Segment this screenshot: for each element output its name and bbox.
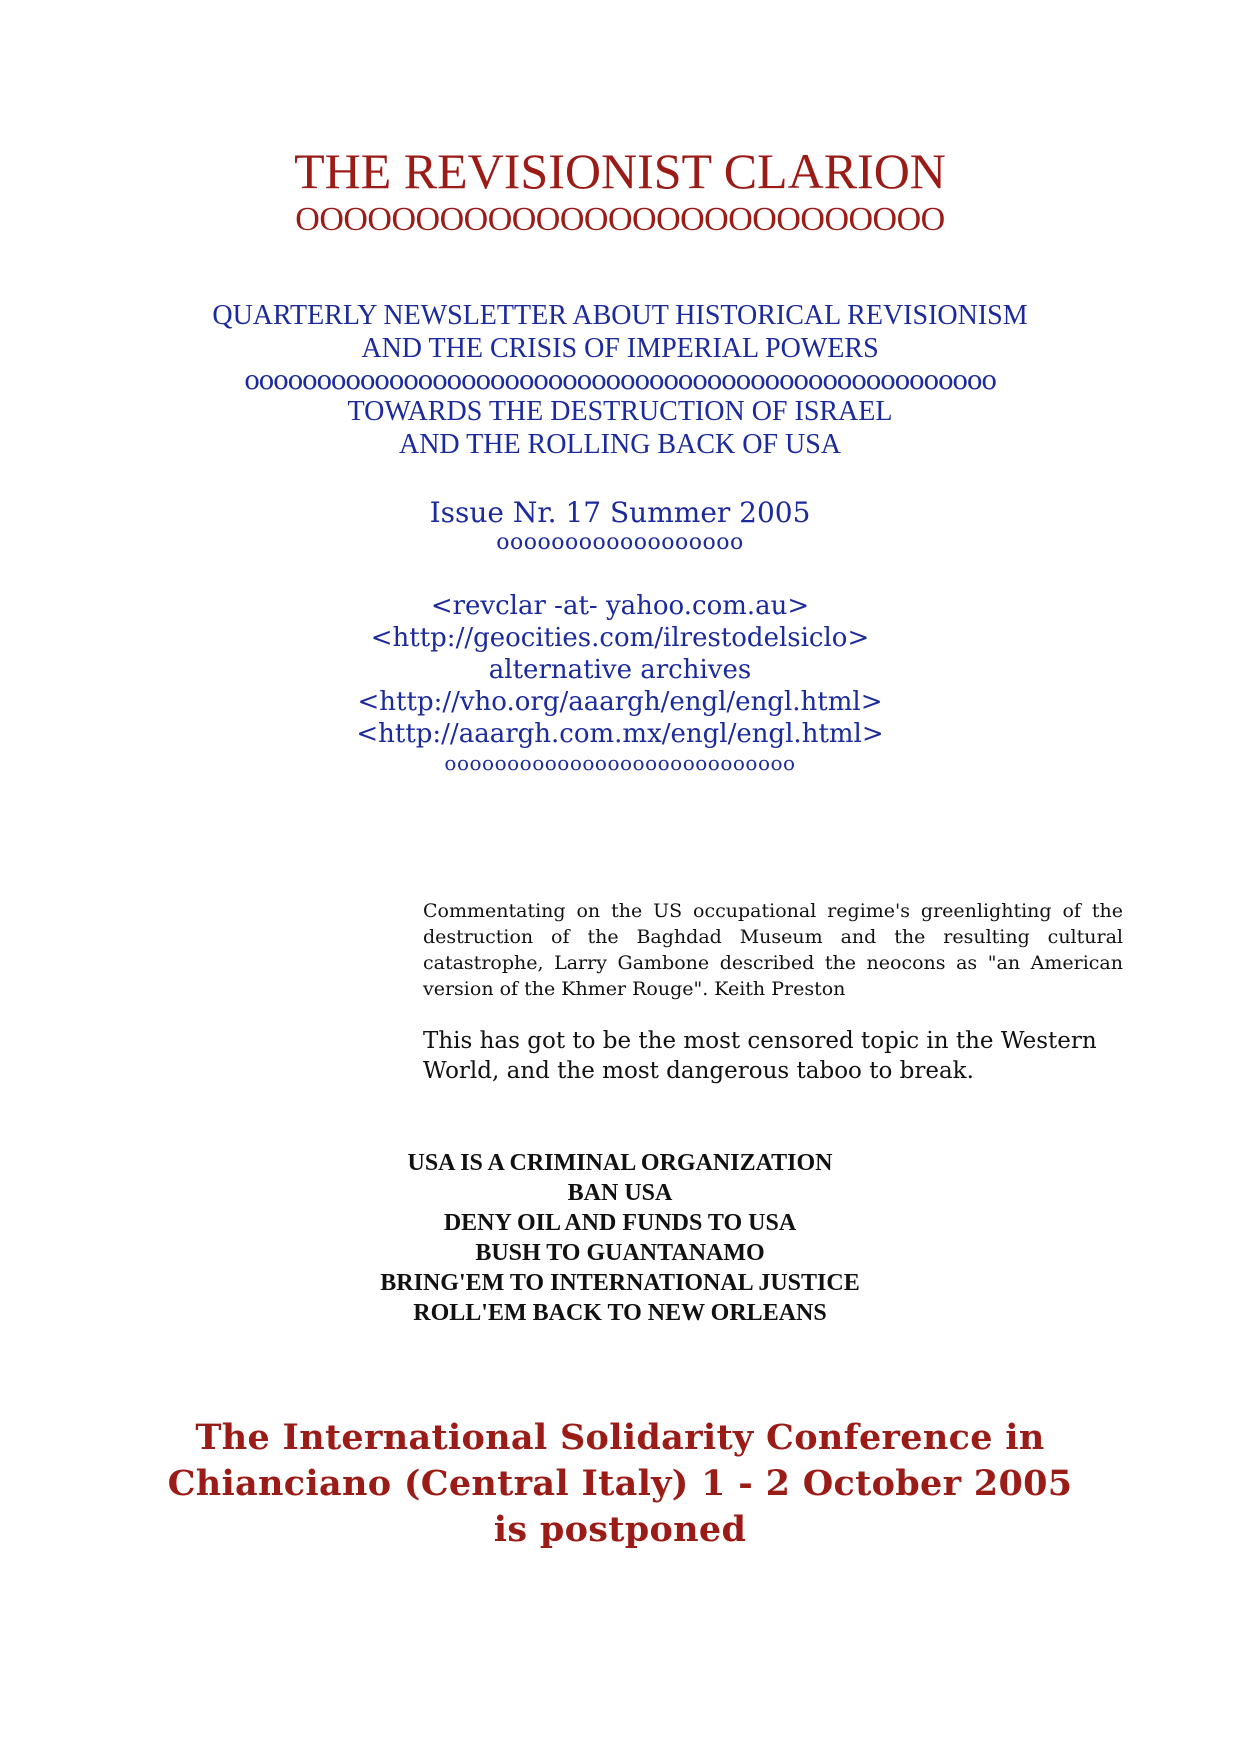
notice-line-1: The International Solidarity Conference in	[195, 1417, 1045, 1458]
subtitle-line-2: AND THE CRISIS OF IMPERIAL POWERS	[361, 333, 879, 364]
title-ornament-rule: OOOOOOOOOOOOOOOOOOOOOOOOOOO	[295, 201, 945, 238]
contact-email[interactable]: <revclar -at- yahoo.com.au>	[430, 591, 810, 621]
slogan-line: ROLL'EM BACK TO NEW ORLEANS	[413, 1300, 827, 1326]
notice-line-2: Chianciano (Central Italy) 1 - 2 October 2005	[167, 1463, 1073, 1504]
contacts-ornament-rule: oooooooooooooooooooooooooooo	[444, 751, 796, 775]
subtitle-line-1: QUARTERLY NEWSLETTER ABOUT HISTORICAL REVISIONISM	[212, 300, 1028, 331]
newsletter-title: THE REVISIONIST CLARION	[294, 143, 946, 199]
slogan-line: BRING'EM TO INTERNATIONAL JUSTICE	[380, 1270, 860, 1296]
notice-line-3: is postponed	[493, 1509, 747, 1550]
slogan-line: DENY OIL AND FUNDS TO USA	[443, 1210, 797, 1236]
subtitle-ornament-rule: oooooooooooooooooooooooooooooooooooooooooooooooooooo	[244, 366, 996, 396]
website-link-geocities[interactable]: <http://geocities.com/ilrestodelsiclo>	[370, 623, 870, 653]
slogan-line: BAN USA	[567, 1180, 673, 1206]
website-link-aaargh[interactable]: <http://aaargh.com.mx/engl/engl.html>	[356, 719, 884, 749]
subtitle-line-3: TOWARDS THE DESTRUCTION OF ISRAEL	[347, 396, 893, 427]
subtitle-line-4: AND THE ROLLING BACK OF USA	[398, 429, 842, 460]
quote-paragraph: Commentating on the US occupational regime's greenlighting of the destruction of the Baghdad Museum and the resulting cultural catastrophe, Larry Gambone described the neocons as "an American version of the Khmer Rouge". Keith Preston	[423, 900, 1123, 1000]
slogan-line: BUSH TO GUANTANAMO	[475, 1240, 765, 1266]
website-link-vho[interactable]: <http://vho.org/aaargh/engl/engl.html>	[357, 687, 883, 717]
issue-ornament-rule: oooooooooooooooooo	[496, 530, 744, 555]
statement-paragraph: This has got to be the most censored topic in the Western World, and the most dangerous taboo to break.	[423, 1028, 1097, 1084]
slogan-line: USA IS A CRIMINAL ORGANIZATION	[407, 1150, 833, 1176]
issue-label: Issue Nr. 17 Summer 2005	[429, 496, 811, 529]
alternative-archives-label: alternative archives	[488, 655, 752, 685]
